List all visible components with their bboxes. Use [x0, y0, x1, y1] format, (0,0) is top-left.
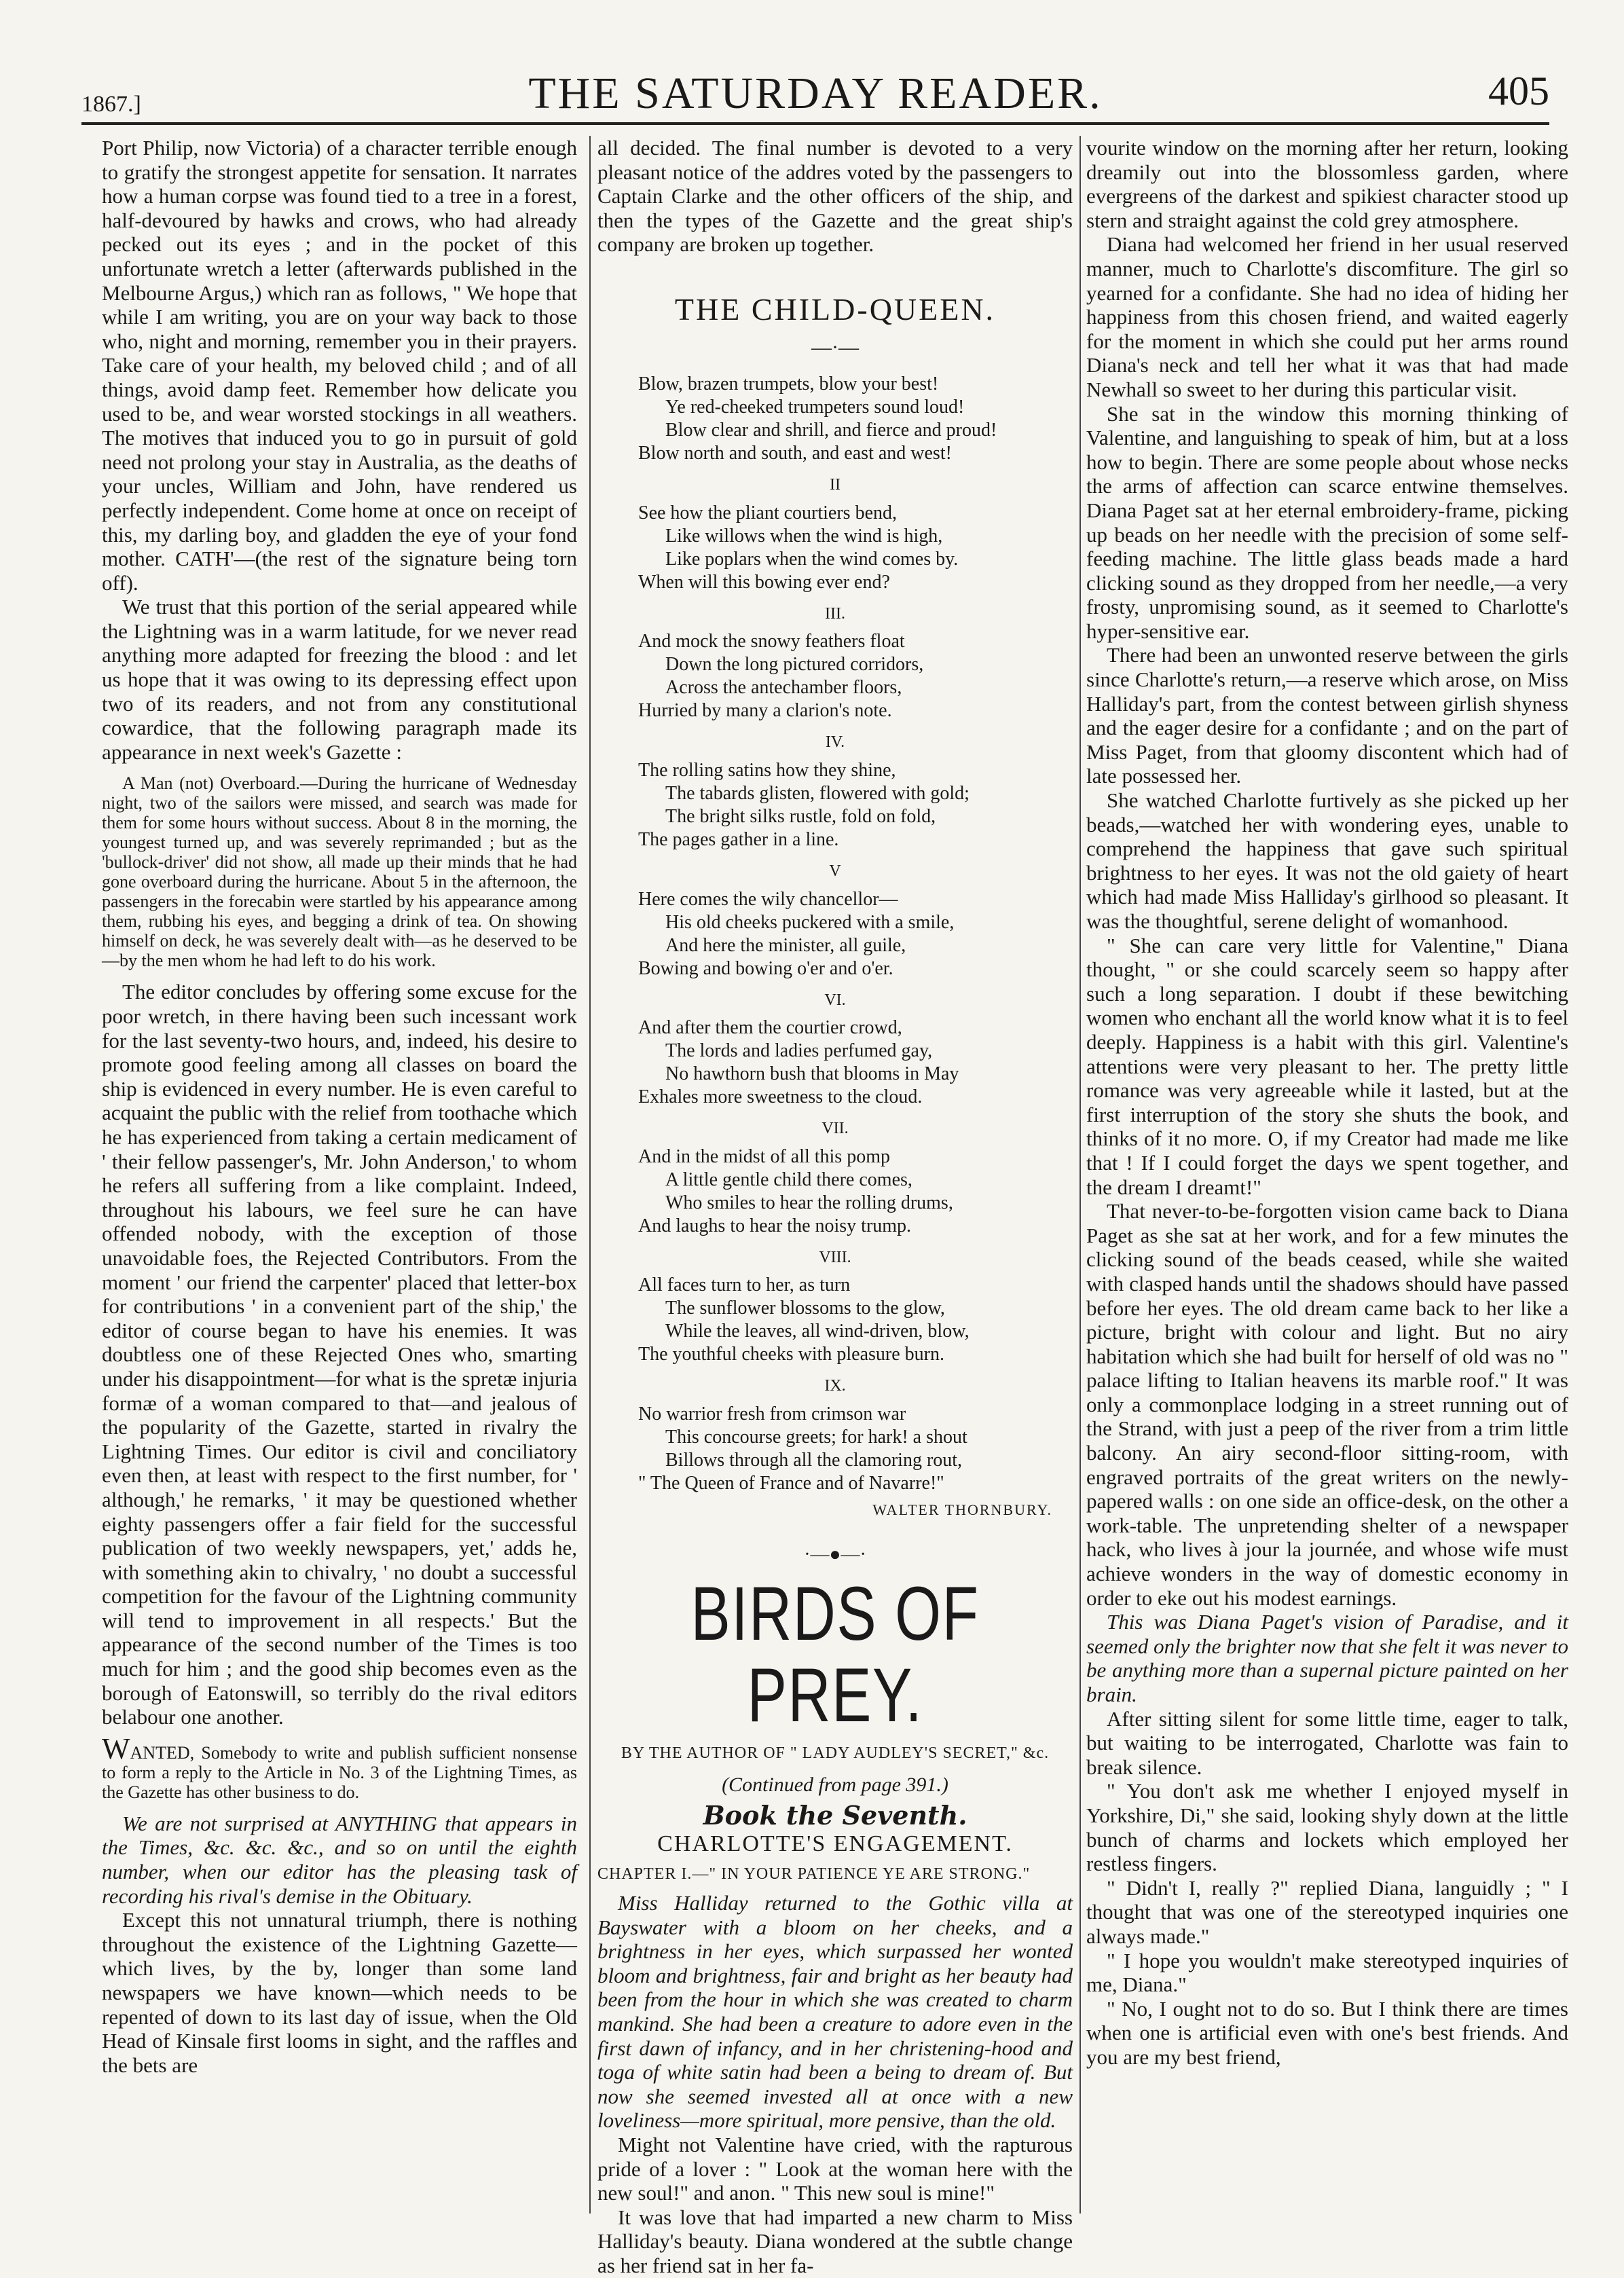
column-divider — [1079, 136, 1081, 2213]
poem-line: And laughs to hear the noisy trump. — [638, 1215, 912, 1236]
chapter-heading: CHAPTER I.—" IN YOUR PATIENCE YE ARE STRONG." — [597, 1865, 1031, 1884]
poem-title: THE CHILD-QUEEN. — [674, 291, 996, 327]
column-divider — [589, 136, 591, 2213]
serial-title: BIRDS OF PREY. — [690, 1571, 980, 1738]
poem — [597, 373, 1073, 1495]
poem-line: This concourse greets; for hark! a shout — [665, 1426, 967, 1448]
poem-line: And here the minister, all guile, — [665, 934, 906, 956]
poem-line: His old cheeks puckered with a smile, — [665, 911, 955, 933]
poem-line: When will this bowing ever end? — [638, 571, 890, 593]
poem-line: Blow clear and shrill, and fierce and proud! — [665, 420, 997, 441]
paragraph: There had been an unwonted reserve between the girls since Charlotte's return,—a reserve which arose, on Miss Halliday's part, from the contest between girlish shyness and the eager desire for a confidante ; and on the part of Miss Paget, from that gloomy discontent which had of late possessed her. — [1086, 643, 1568, 788]
paragraph: We are not surprised at ANYTHING that appears in the Times, &c. &c. &c., and so on until the eighth number, when our editor has the pleasing task of recording his rival's demise in the Obituary. — [102, 1811, 577, 1908]
poem-ornament: —·— — [811, 335, 859, 359]
stanza-number: VIII. — [819, 1248, 851, 1266]
poem-line: The sunflower blossoms to the glow, — [665, 1298, 945, 1319]
poem-line: The tabards glisten, flowered with gold; — [665, 782, 970, 804]
poem-line: All faces turn to her, as turn — [638, 1274, 851, 1296]
section-heading: CHARLOTTE'S ENGAGEMENT. — [657, 1831, 1013, 1856]
paragraph: vourite window on the morning after her return, looking dreamily out into the blossomless garden, where evergreens of the darkest and spikiest character stood up stern and straight against the cold grey atmosphere. — [1086, 136, 1568, 232]
paragraph: " I hope you wouldn't make stereotyped inquiries of me, Diana." — [1086, 1948, 1568, 1997]
paragraph: " She can care very little for Valentine," Diana thought, " or she could scarcely seem so happy after such a long separation. I doubt if these bewitching women who enchant all the world know what it is to feel deeply. Happiness is a habit with this girl. Valentine's attentions were very pleasant to her. The pretty little romance was very agreeable while it lasted, but at the first interruption of the story she shuts the book, and thinks of it no more. O, if my Creator had made me like that ! If I could forget the days we spent together, and the dream I dreamt!" — [1086, 933, 1568, 1199]
poem-line: Blow north and south, and east and west! — [638, 443, 952, 464]
paragraph: She watched Charlotte furtively as she picked up her beads,—watched her with wondering eyes, unable to comprehend the happiness that gave such spiritual brightness to her eyes. It was not the old gaiety of heart which had made Miss Halliday's girlhood so pleasant. It was the thoughtful, serene delight of womanhood. — [1086, 788, 1568, 933]
poem-line: " The Queen of France and of Navarre!" — [638, 1472, 944, 1494]
poem-line: Like willows when the wind is high, — [665, 525, 943, 547]
paragraph: " No, I ought not to do so. But I think there are times when one is artificial even with one's best friends. And you are my best friend, — [1086, 1996, 1568, 2069]
paragraph: Port Philip, now Victoria) of a character terrible enough to gratify the strongest appetite for sensation. It narrates how a human corpse was found tied to a tree in a forest, half-devoured by hawks and crows, who had already pecked out its eyes ; and in the pocket of this unfortunate wretch a letter (afterwards published in the Melbourne Argus,) which ran as follows, " We hope that while I am writing, you are on your way back to those who, night and morning, remember you in their prayers. Take care of your health, my beloved child ; and of all things, avoid damp feet. Remember how delicate you used to be, and wear worsted stockings in all weathers. The motives that induced you to go in pursuit of gold need not prolong your stay in Australia, as the deaths of your uncles, William and John, have rendered us perfectly independent. Come home at once on receipt of this, my darling boy, and gladden the eye of your fond mother. CATH'—(the rest of the signature being torn off). — [102, 136, 577, 595]
poem-line: Who smiles to hear the rolling drums, — [665, 1192, 953, 1213]
poem-line: The lords and ladies perfumed gay, — [665, 1040, 933, 1062]
poem-line: Across the antechamber floors, — [665, 677, 902, 699]
poem-line: A little gentle child there comes, — [665, 1169, 912, 1190]
paragraph: The editor concludes by offering some excuse for the poor wretch, in there having been such incessant work for the last seventy-two hours, and, indeed, his desire to promote good feeling among all classes on board the ship is evidenced in every number. He is even careful to acquaint the public with the relief from toothache which he has experienced from taking a certain medicament of ' their fellow passenger's, Mr. John Anderson,' to whom he refers all suffering from a like complaint. Indeed, throughout his labours, we feel sure he can have offended nobody, with the exception of those unavoidable foes, the Rejected Contributors. From the moment ' our friend the carpenter' placed that letter-box for contributions ' in a convenient part of the ship,' the editor of course began to have his enemies. It was doubtless one of these Rejected Ones who, smarting under his disappointment—for what is the spretæ injuria formæ of a woman compared to that—and jealous of the popularity of the Gazette, started in rivalry the Lightning Times. Our editor is civil and conciliatory even then, at least with respect to the first number, for ' although,' he remarks, ' it may be questioned whether eighty passengers offer a fair field for the successful publication of two weekly newspapers, yet,' adds he, with something akin to chivalry, ' no doubt a successful competition for the favour of the Lightning community will tend to improvement in all respects.' But the appearance of the second number of the Times is too much for him ; and the good ship becomes even as the borough of Eatonswill, so terribly do the rival editors belabour one another. — [102, 980, 577, 1729]
byline: BY THE AUTHOR OF " LADY AUDLEY'S SECRET," &c. — [621, 1744, 1050, 1763]
stanza-number: V — [829, 862, 841, 880]
stanza-number: VI. — [824, 991, 846, 1009]
poem-line: The youthful cheeks with pleasure burn. — [638, 1344, 944, 1365]
section-ornament: ·—●—· — [804, 1543, 866, 1565]
drop-letter: W — [102, 1731, 130, 1765]
poem-line: Ye red-cheeked trumpeters sound loud! — [665, 397, 965, 418]
issue-year: 1867.] — [81, 92, 141, 117]
publication-title: THE SATURDAY READER. — [528, 69, 1103, 118]
paragraph: This was Diana Paget's vision of Paradise, and it seemed only the brighter now that she felt it was never to be anything more than a supernal picture painted on her brain. — [1086, 1610, 1568, 1706]
poem-line: And mock the snowy feathers float — [638, 631, 905, 653]
poem-line: And in the midst of all this pomp — [638, 1145, 890, 1167]
poem-line: See how the pliant courtiers bend, — [638, 502, 898, 523]
column-1 — [102, 136, 577, 2077]
paragraph: " You don't ask me whether I enjoyed myself in Yorkshire, Di," she said, looking shyly down at the little bunch of charms and lockets which employed her restless fingers. — [1086, 1779, 1568, 1876]
paragraph: We trust that this portion of the serial appeared while the Lightning was in a warm latitude, for we never read anything more adapted for freezing the blood : and let us hope that it was owing to its depressing effect upon two of its readers, and not from any constitutional cowardice, that the following paragraph made its appearance in next week's Gazette : — [102, 595, 577, 764]
column-3 — [1086, 136, 1568, 2070]
paragraph: Miss Halliday returned to the Gothic villa at Bayswater with a bloom on her cheeks, and a brightness in her eyes, which surpassed her wonted bloom and brightness, fair and bright as her beauty had been from the hour in which she was created to charm mankind. She had been a creature to adore even in the first dawn of infancy, and in her christening-hood and toga of white satin had been a being to dream of. But now she seemed invested all at once with a new loveliness—more spiritual, more pensive, than the old. — [597, 1891, 1073, 2133]
stanza-number: VII. — [822, 1120, 849, 1138]
poem-line: Hurried by many a clarion's note. — [638, 700, 892, 722]
poem-line: Exhales more sweetness to the cloud. — [638, 1086, 923, 1108]
paragraph: all decided. The final number is devoted to a very pleasant notice of the addres voted by the passengers to Captain Clarke and the other officers of the ship, and then the types of the Gazette and the great ship's company are broken up together. — [597, 136, 1073, 257]
poem-line: No warrior fresh from crimson war — [638, 1403, 906, 1425]
paragraph: Diana had welcomed her friend in her usual reserved manner, much to Charlotte's discomfiture. The girl so yearned for a confidante. She had no idea of hiding her happiness from this chosen friend, and waited eagerly for the moment in which she could put her arms round Diana's neck and tell her what it was that had made Newhall so sweet to her during this particular visit. — [1086, 232, 1568, 401]
poem-line: Here comes the wily chancellor— — [638, 888, 898, 910]
paragraph: Might not Valentine have cried, with the rapturous pride of a lover : " Look at the woman here with the new soul!" and anon. " This new soul is mine!" — [597, 2133, 1073, 2205]
book-heading: Book the Seventh. — [703, 1800, 967, 1831]
paragraph: That never-to-be-forgotten vision came back to Diana Paget as she sat at her work, and for a few minutes the clicking sound of the beads ceased, while she waited with clasped hands until the shadows should have passed before her eyes. The old dream came back to her like a picture, bright with colour and light. But no airy habitation which she had built for herself of old was no " palace lifting to Italian heavens its marble roof." It was only a commonplace lodging in a street running out of the Strand, with just a peep of the river from a trim little balcony. An airy second-floor sitting-room, with engraved portraits of the great writers on the newly-papered walls : on one side an office-desk, on the other a work-table. The unpretending shelter of a newspaper hack, who lives à jour la journée, and whose wife must achieve wonders in the way of domestic economy in order to eke out his modest earnings. — [1086, 1199, 1568, 1610]
poem-line: While the leaves, all wind-driven, blow, — [665, 1321, 970, 1342]
paragraph: It was love that had imparted a new charm to Miss Halliday's beauty. Diana wondered at the subtle change as her friend sat in her fa- — [597, 2205, 1073, 2277]
poem-line: Blow, brazen trumpets, blow your best! — [638, 373, 939, 395]
masthead-rule — [81, 122, 1549, 125]
poem-line: And after them the courtier crowd, — [638, 1017, 902, 1039]
paragraph: After sitting silent for some little time, eager to talk, but waiting to be interrogated, Charlotte was fain to break silence. — [1086, 1706, 1568, 1779]
poem-line: No hawthorn bush that blooms in May — [665, 1063, 959, 1085]
poem-line: Billows through all the clamoring rout, — [665, 1449, 963, 1471]
stanza-number: IV. — [825, 733, 845, 752]
column-2 — [597, 136, 1073, 2278]
page-number: 405 — [1488, 69, 1549, 113]
paragraph: " Didn't I, really ?" replied Diana, languidly ; " I thought that was one of the stereotyped inquiries one always made." — [1086, 1875, 1568, 1948]
poem-line: The rolling satins how they shine, — [638, 759, 896, 781]
continued-note: (Continued from page 391.) — [722, 1773, 948, 1796]
stanza-number: IX. — [824, 1377, 846, 1395]
paragraph: Except this not unnatural triumph, there is nothing throughout the existence of the Lightning Gazette—which lives, by the by, longer than some land newspapers we have known—which needs to be repented of down to its last day of issue, when the Old Head of Kinsale first looms in sight, and the raffles and the bets are — [102, 1908, 577, 2077]
masthead — [81, 65, 1549, 126]
poem-line: Down the long pictured corridors, — [665, 654, 924, 676]
wanted-notice — [102, 1731, 577, 1802]
stanza-number: III. — [825, 604, 845, 623]
quoted-paragraph: A Man (not) Overboard.—During the hurricane of Wednesday night, two of the sailors were missed, and search was made for them for some hours without success. About 8 in the morning, the youngest turned up, and was severely reprimanded ; but as the 'bullock-driver' did not show, all made up their minds that he had gone overboard during the hurricane. About 5 in the afternoon, the passengers in the forecabin were startled by his appearance among them, rubbing his eyes, and begging a drink of tea. On showing himself on deck, he was severely dealt with—as he deserved to be—by the men whom he had left to do his work. — [102, 773, 577, 971]
poem-line: The bright silks rustle, fold on fold, — [665, 805, 936, 827]
poem-line: Bowing and bowing o'er and o'er. — [638, 957, 893, 979]
poem-line: The pages gather in a line. — [638, 828, 839, 850]
stanza-number: II — [830, 476, 841, 494]
poem-signature: WALTER THORNBURY. — [872, 1501, 1052, 1518]
paragraph: She sat in the window this morning thinking of Valentine, and languishing to speak of him, but at a loss how to begin. There are some people about whose necks the arms of affection can scarce entwine themselves. Diana Paget sat at her eternal embroidery-frame, picking up beads on her needle with the precision of some self-feeding machine. The little glass beads made a hard clicking sound as they dropped from her needle,—a very frosty, unpromising sound, as it seemed to Charlotte's hyper-sensitive ear. — [1086, 401, 1568, 643]
wanted-text: ANTED, Somebody to write and publish sufficient nonsense to form a reply to the Article in No. 3 of the Lightning Times, as the Gazette has other business to do. — [102, 1742, 577, 1802]
poem-line: Like poplars when the wind comes by. — [665, 548, 959, 570]
